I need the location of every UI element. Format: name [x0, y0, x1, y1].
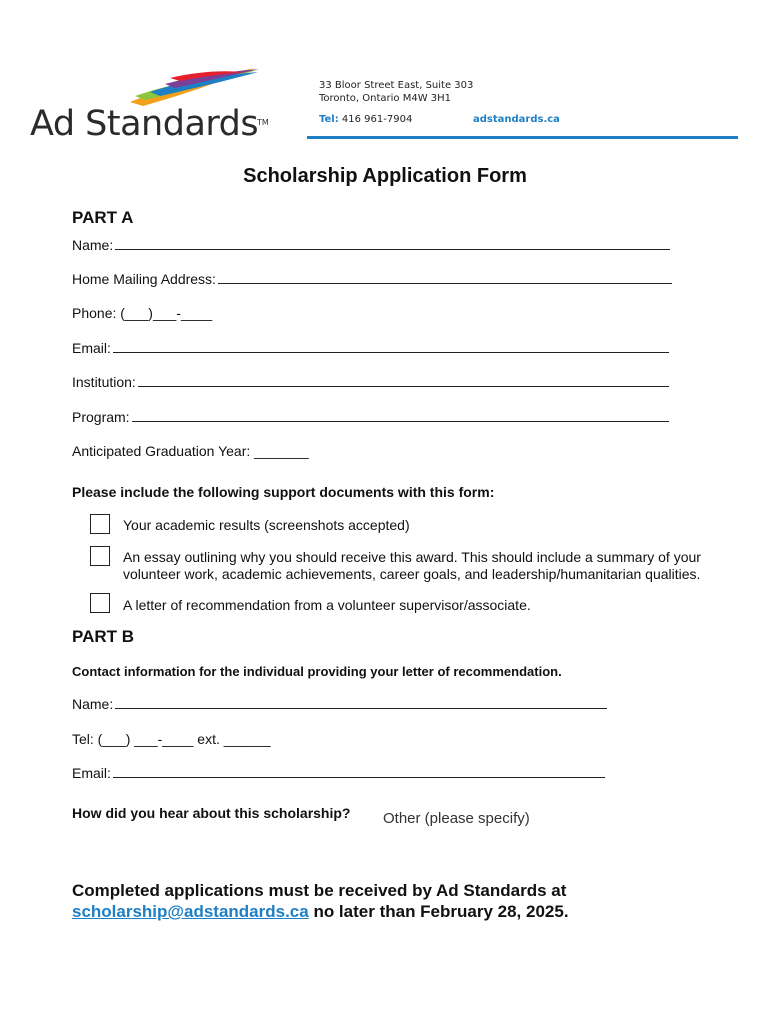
form-title: Scholarship Application Form — [243, 165, 527, 187]
program-label: Program: — [72, 409, 130, 425]
header-divider — [307, 136, 738, 139]
program-field[interactable] — [72, 409, 669, 425]
hear-about-question: How did you hear about this scholarship? — [72, 805, 351, 821]
scholarship-email-link[interactable]: scholarship@adstandards.ca — [72, 902, 309, 921]
recommender-email-input-line[interactable] — [113, 765, 605, 778]
institution-input-line[interactable] — [138, 374, 669, 387]
hear-about-dropdown[interactable]: Other (please specify) — [383, 810, 530, 827]
recommender-name-label: Name: — [72, 696, 114, 712]
name-label: Name: — [72, 237, 114, 253]
recommendation-letter-label: A letter of recommendation from a volunteer supervisor/associate. — [123, 597, 531, 613]
essay-checkbox[interactable] — [90, 546, 110, 566]
contact-info-heading: Contact information for the individual providing your letter of recommendation. — [72, 664, 562, 679]
tel-label: Tel: — [319, 114, 339, 125]
recommender-tel-field[interactable] — [72, 731, 270, 747]
home-address-label: Home Mailing Address: — [72, 271, 216, 287]
address-line-2: Toronto, Ontario M4W 3H1 — [319, 93, 452, 104]
academic-results-label: Your academic results (screenshots accepted) — [123, 517, 410, 533]
recommender-name-field[interactable] — [72, 696, 607, 712]
name-field[interactable] — [72, 237, 670, 253]
graduation-year-field[interactable] — [72, 443, 309, 459]
email-field[interactable] — [72, 340, 669, 356]
name-input-line[interactable] — [115, 237, 670, 250]
email-input-line[interactable] — [113, 340, 669, 353]
institution-label: Institution: — [72, 374, 136, 390]
header-phone — [319, 114, 412, 125]
recommender-email-field[interactable] — [72, 765, 605, 781]
recommendation-letter-checkbox[interactable] — [90, 593, 110, 613]
recommender-tel-label: Tel: (___) ___-____ ext. ______ — [72, 731, 271, 747]
academic-results-checkbox[interactable] — [90, 514, 110, 534]
recommender-name-input-line[interactable] — [115, 696, 607, 709]
logo-wordmark: Ad Standards — [30, 104, 259, 144]
institution-field[interactable] — [72, 374, 669, 390]
recommender-email-label: Email: — [72, 765, 111, 781]
documents-heading: Please include the following support documents with this form: — [72, 484, 495, 500]
logo-swoosh-icon — [125, 66, 260, 108]
program-input-line[interactable] — [132, 409, 669, 422]
home-address-field[interactable] — [72, 271, 672, 287]
phone-label: Phone: (___)___-____ — [72, 305, 213, 321]
address-line-1: 33 Bloor Street East, Suite 303 — [319, 80, 474, 91]
closing-text-after: no later than February 28, 2025. — [308, 902, 569, 921]
part-b-heading: PART B — [72, 627, 135, 646]
part-a-heading: PART A — [72, 208, 134, 227]
closing-text-before: Completed applications must be received by Ad Standards at — [72, 881, 567, 900]
essay-label: An essay outlining why you should receive this award. This should include a summary of your volunteer work, academic achievements, career goals, and leadership/humanitarian qualities. — [123, 549, 701, 582]
logo-trademark: TM — [257, 118, 269, 127]
tel-number: 416 961-7904 — [341, 114, 413, 125]
graduation-year-label: Anticipated Graduation Year: _______ — [72, 443, 309, 459]
closing-statement — [72, 880, 632, 922]
website-link[interactable]: adstandards.ca — [473, 114, 560, 125]
phone-field[interactable] — [72, 305, 212, 321]
home-address-input-line[interactable] — [218, 271, 672, 284]
email-label: Email: — [72, 340, 111, 356]
